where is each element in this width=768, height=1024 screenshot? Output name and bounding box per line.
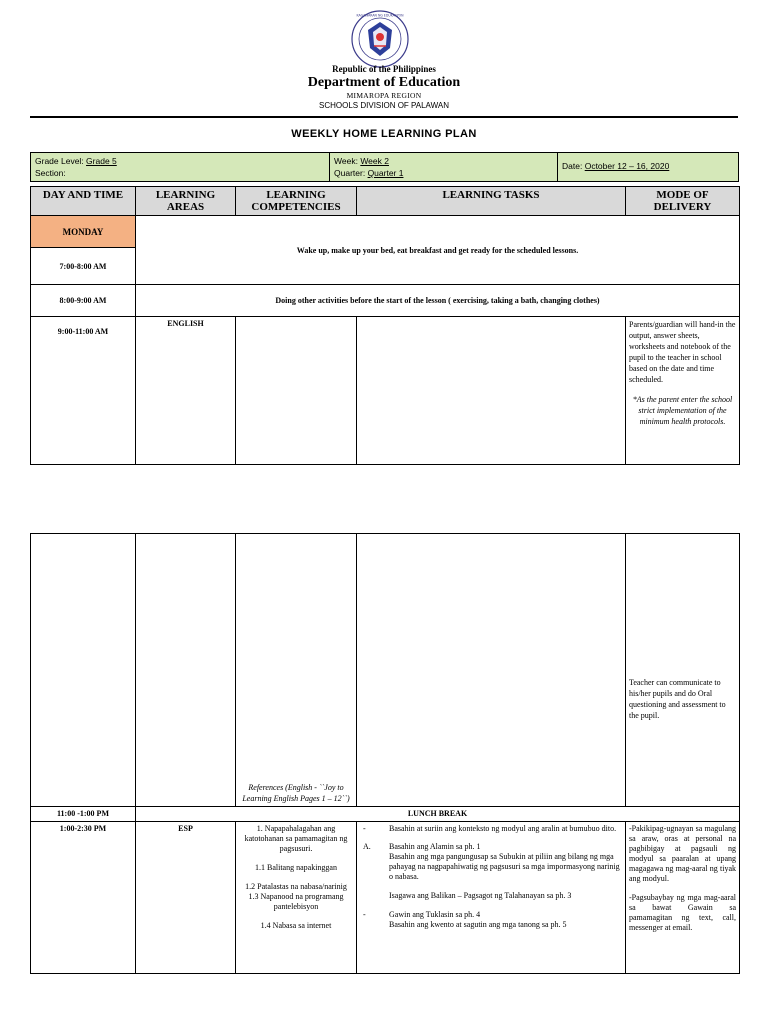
col-header-day-time: DAY AND TIME — [31, 187, 136, 216]
pre-lesson-activity: Doing other activities before the start of the lesson ( exercising, taking a bath, changing clothes) — [136, 285, 740, 317]
col-header-mode-of-delivery: MODE OF DELIVERY — [626, 187, 740, 216]
quarter-label: Quarter: — [334, 168, 366, 178]
week-quarter-cell — [330, 153, 558, 181]
republic-label: Republic of the Philippines — [332, 64, 436, 74]
english-delivery-cell — [626, 317, 740, 465]
area-esp: ESP — [136, 822, 236, 974]
week-label: Week: — [334, 156, 358, 166]
region-label: MIMAROPA REGION — [346, 91, 422, 100]
table-row — [31, 216, 740, 248]
table-row — [31, 822, 740, 974]
esp-competency-item: 1. Napapahalagahan ang katotohanan sa pamamagitan ng pagsusuri. — [244, 824, 348, 853]
continued-area-cell — [136, 534, 236, 807]
table-row — [31, 534, 740, 807]
date-value: October 12 – 16, 2020 — [584, 161, 670, 171]
esp-delivery-text: -Pagsubaybay ng mga mag-aaral sa bawat Gawain sa pamamagitan ng text, call, messenger at email. — [629, 893, 736, 932]
col-header-learning-areas: LEARNING AREAS — [136, 187, 236, 216]
esp-tasks-cell — [357, 822, 626, 974]
col-header-learning-competencies: LEARNING COMPETENCIES — [236, 187, 357, 216]
continued-time-cell — [31, 534, 136, 807]
table-row — [31, 317, 740, 465]
esp-task-item: Basahin ang kwento at sagutin ang mga tanong sa ph. 5 — [389, 920, 567, 929]
section-label: Section: — [35, 168, 66, 178]
english-tasks-cell — [357, 317, 626, 465]
health-protocol-note: *As the parent enter the school strict implementation of the minimum health protocols. — [632, 395, 733, 426]
english-delivery-text: Parents/guardian will hand-in the output, answer sheets, worksheets and notebook of the pupil to the teacher in school based on the date and time scheduled. — [629, 320, 736, 384]
esp-competency-item: 1.1 Balitang napakinggan — [255, 863, 337, 872]
esp-task-item: - Basahin at suriin ang konteksto ng modyul ang aralin at bumubuo dito. — [363, 824, 617, 833]
time-7-8: 7:00-8:00 AM — [31, 248, 136, 285]
lunch-time: 11:00 -1:00 PM — [31, 807, 136, 822]
time-8-9: 8:00-9:00 AM — [31, 285, 136, 317]
grade-label: Grade Level: — [35, 156, 84, 166]
header-divider — [30, 116, 738, 118]
week-value: Week 2 — [360, 156, 389, 166]
quarter-value: Quarter 1 — [367, 168, 404, 178]
date-label: Date: — [562, 161, 583, 171]
wake-up-activity: Wake up, make up your bed, eat breakfast and get ready for the scheduled lessons. — [136, 216, 740, 285]
english-competencies-cell — [236, 317, 357, 465]
grade-value: Grade 5 — [86, 156, 117, 166]
area-english: ENGLISH — [136, 317, 236, 465]
esp-task-item: Basahin ang mga pangungusap sa Subukin at piliin ang bilang ng mga pahayag na nagpapahiwatig ng pagsusuri sa mga impormasyong narinig o nabasa. — [389, 852, 620, 881]
schedule-table-1 — [30, 186, 740, 465]
grade-section-cell — [31, 153, 330, 181]
svg-text:KAGAWARAN NG EDUKASYON: KAGAWARAN NG EDUKASYON — [356, 13, 404, 18]
col-header-learning-tasks: LEARNING TASKS — [357, 187, 626, 216]
esp-time: 1:00-2:30 PM — [31, 822, 136, 974]
monday-cell: MONDAY — [31, 216, 136, 248]
table-row — [31, 285, 740, 317]
esp-competency-item: 1.4 Nabasa sa internet — [260, 921, 332, 930]
deped-seal-logo — [351, 10, 409, 68]
esp-competency-item: 1.2 Patalastas na nabasa/narinig — [245, 882, 347, 891]
department-title: Department of Education — [307, 75, 461, 90]
division-label: SCHOOLS DIVISION OF PALAWAN — [319, 101, 449, 110]
esp-task-item: Isagawa ang Balikan – Pagsagot ng Talahanayan sa ph. 3 — [389, 891, 572, 900]
teacher-communication-note: Teacher can communicate to his/her pupils and do Oral questioning and assessment to the pupil. — [626, 534, 740, 807]
plan-title: WEEKLY HOME LEARNING PLAN — [291, 128, 477, 140]
references-cell: References (English - ``Joy to Learning English Pages 1 – 12``) — [236, 534, 357, 807]
table-header-row — [31, 187, 740, 216]
esp-task-item: - Gawin ang Tuklasin sa ph. 4 — [363, 910, 481, 919]
esp-competencies-cell — [236, 822, 357, 974]
esp-competency-item: 1.3 Napanood na programang pantelebisyon — [248, 892, 344, 911]
esp-delivery-text: -Pakikipag-ugnayan sa magulang sa araw, oras at personal na pagbibigay at pagsauli ng modyul sa paaralan at upang magagawa ng mag-aaral ng tiyak ang modyul. — [629, 824, 736, 883]
date-cell — [558, 153, 738, 181]
continued-tasks-cell — [357, 534, 626, 807]
info-bar — [30, 152, 739, 182]
esp-delivery-cell — [626, 822, 740, 974]
esp-task-item: A. Basahin ang Alamin sa ph. 1 — [363, 842, 481, 851]
table-row — [31, 807, 740, 822]
time-9-11: 9:00-11:00 AM — [31, 317, 136, 465]
schedule-table-2 — [30, 533, 740, 974]
lunch-break-label: LUNCH BREAK — [136, 807, 740, 822]
